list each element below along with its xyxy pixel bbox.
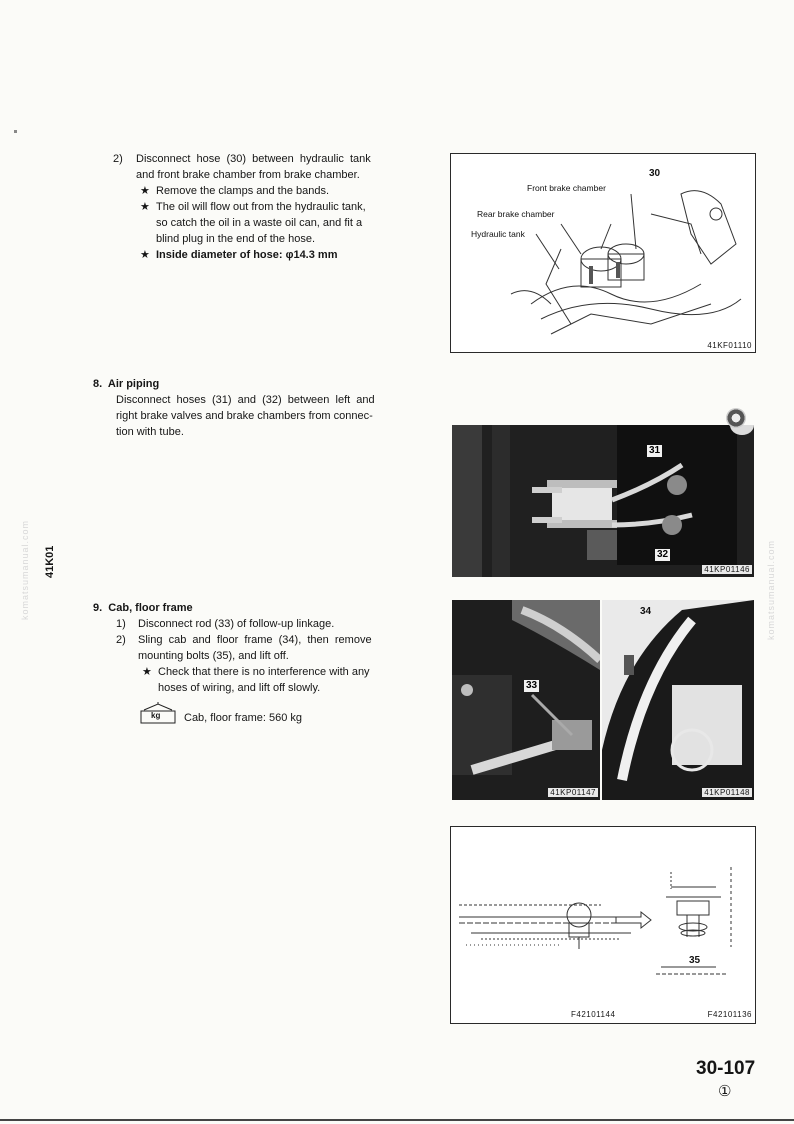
- step-9-sub2-line1: Sling cab and floor frame (34), then remove: [138, 634, 372, 646]
- photo-follow-up-linkage: [452, 600, 600, 800]
- step-8-line3: tion with tube.: [116, 426, 184, 438]
- decorative-bolt: [726, 408, 746, 428]
- page-number: 30-107: [696, 1058, 756, 1079]
- label-rear-brake-chamber: Rear brake chamber: [477, 209, 555, 219]
- weight-text: Cab, floor frame: 560 kg: [184, 712, 303, 724]
- figure-brake-chambers: [450, 153, 756, 353]
- callout-34: 34: [640, 606, 652, 617]
- step-2-bullet-2-cont2: blind plug in the end of the hose.: [156, 233, 316, 245]
- star-icon: ★: [142, 666, 152, 678]
- figure-code-right: 41KP01148: [704, 788, 750, 797]
- figure-code-left: F42101144: [571, 1010, 616, 1019]
- step-9-sub1: Disconnect rod (33) of follow-up linkage.: [138, 618, 335, 630]
- step-9-heading: 9. Cab, floor frame: [93, 602, 193, 614]
- star-icon: ★: [140, 201, 150, 213]
- star-icon: ★: [140, 185, 150, 197]
- watermark-right: komatsumanual.com: [766, 539, 776, 640]
- step-2-bullet-1: ★ Remove the clamps and the bands.: [140, 185, 330, 197]
- step-9-sub2-line2: mounting bolts (35), and lift off.: [138, 650, 289, 662]
- margin-mark: [14, 130, 17, 133]
- linkage-photo-drawing: [452, 600, 600, 800]
- step-9-sub2-number: 2): [116, 634, 126, 646]
- label-hydraulic-tank: Hydraulic tank: [471, 229, 525, 239]
- step-2-bullet-3: ★ Inside diameter of hose: φ14.3 mm: [140, 249, 338, 261]
- bottom-rule: [0, 1119, 794, 1121]
- figure-mounting-bolts: [450, 826, 756, 1024]
- step-9-note-cont: hoses of wiring, and lift off slowly.: [158, 682, 321, 694]
- callout-32: 32: [657, 549, 669, 560]
- step-9-sub1-number: 1): [116, 618, 126, 630]
- step-8-line2: right brake valves and brake chambers from connec-: [116, 410, 373, 422]
- callout-33: 33: [526, 680, 538, 691]
- step-2-line2: and front brake chamber from brake chamber.: [136, 169, 360, 181]
- callout-31: 31: [649, 445, 661, 456]
- step-9-note: ★ Check that there is no interference with any: [142, 666, 370, 678]
- callout-30: 30: [649, 168, 661, 179]
- side-section-code: 41K01: [44, 545, 56, 578]
- step-2-bullet-2-cont: so catch the oil in a waste oil can, and fit a: [156, 217, 363, 229]
- photo-air-piping: [452, 425, 754, 577]
- step-8-heading: 8. Air piping: [93, 378, 160, 390]
- weight-icon-label: kg: [151, 711, 161, 720]
- cab-photo-drawing: [602, 600, 754, 800]
- revision-mark: ①: [718, 1083, 732, 1100]
- figure-code-left: 41KP01147: [550, 788, 596, 797]
- watermark-left: komatsumanual.com: [20, 519, 30, 620]
- callout-35: 35: [689, 955, 701, 966]
- photo-cab-floor-frame: [602, 600, 754, 800]
- mounting-bolts-drawing: [451, 827, 755, 1023]
- figure-code: 41KP01146: [704, 565, 750, 574]
- star-icon: ★: [140, 249, 150, 261]
- figure-code: 41KF01110: [707, 341, 752, 350]
- step-8-line1: Disconnect hoses (31) and (32) between left and: [116, 394, 375, 406]
- step-2-line1: Disconnect hose (30) between hydraulic tank: [136, 153, 371, 165]
- figure-code-right: F42101136: [707, 1010, 752, 1019]
- step-2-bullet-2: ★ The oil will flow out from the hydraulic tank,: [140, 201, 366, 213]
- label-front-brake-chamber: Front brake chamber: [527, 183, 606, 193]
- step-2-number: 2): [113, 153, 123, 165]
- weight-icon: [140, 702, 176, 724]
- air-piping-photo-drawing: [452, 425, 754, 577]
